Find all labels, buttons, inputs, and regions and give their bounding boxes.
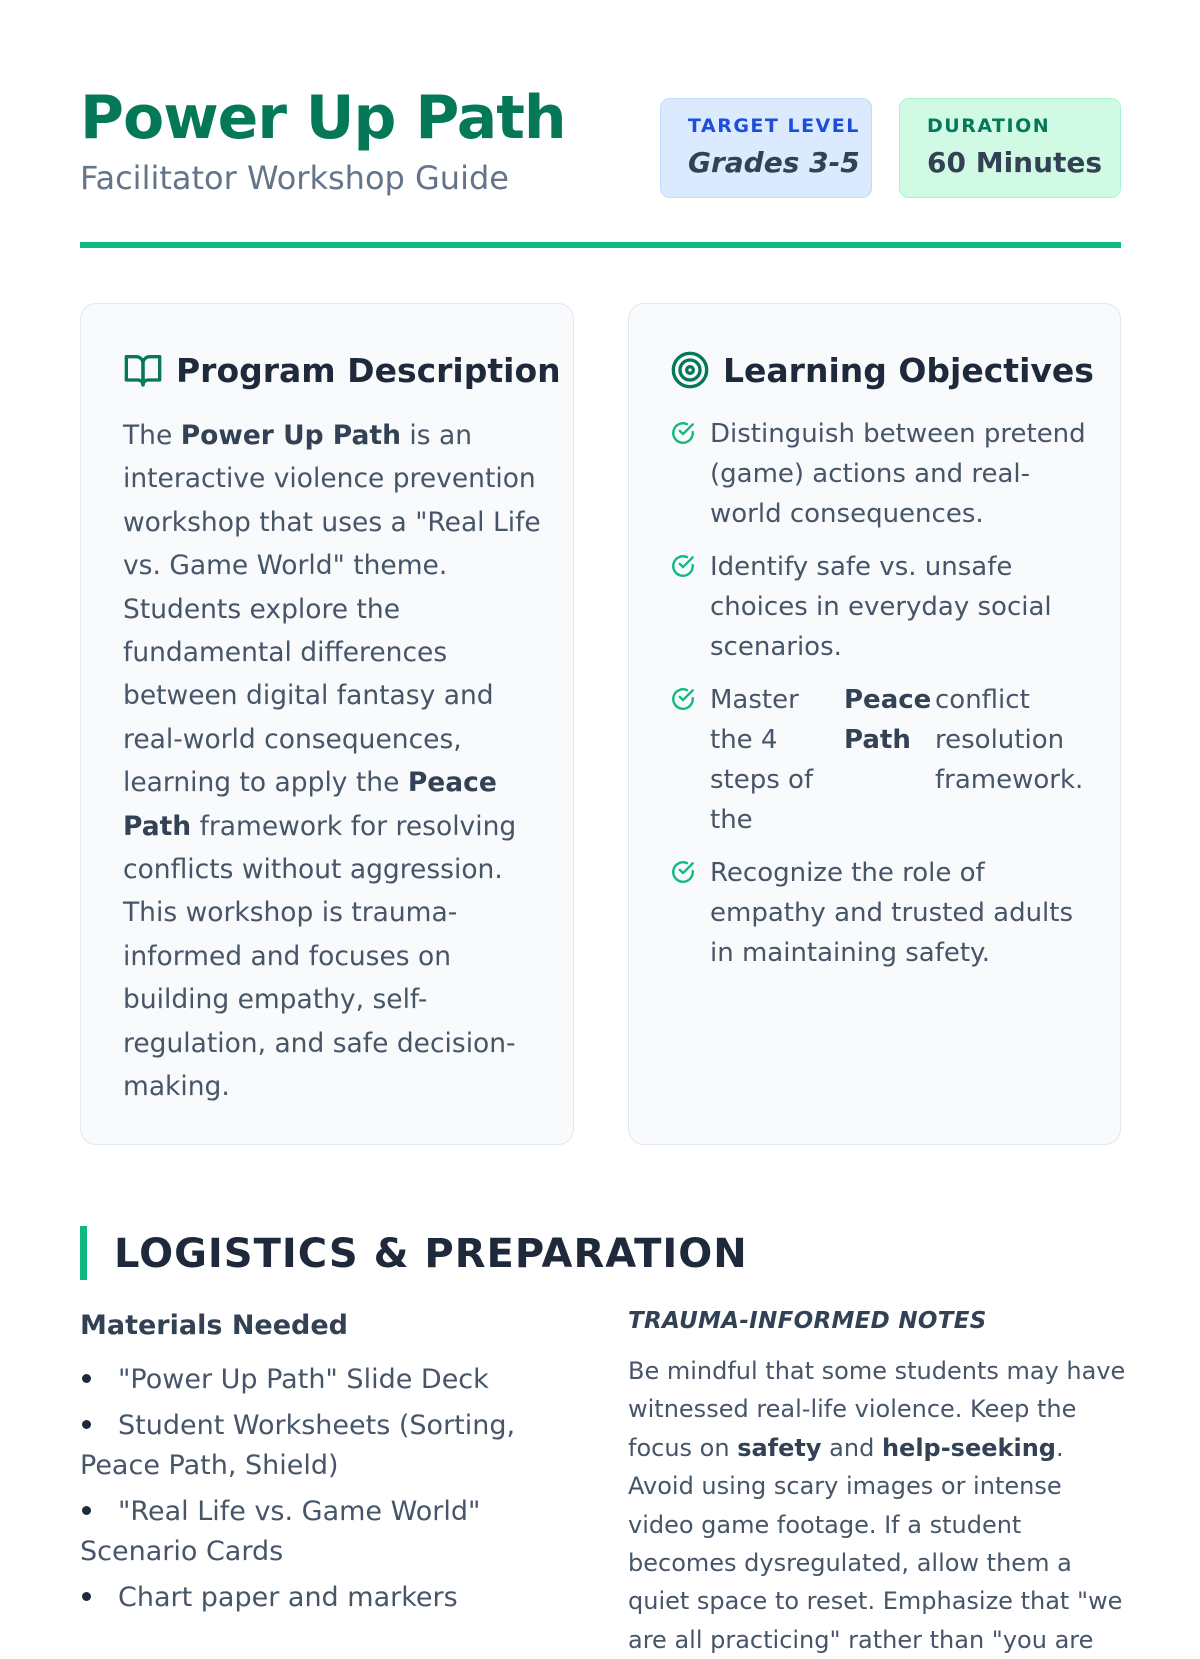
notes-bold-2: help-seeking bbox=[881, 1433, 1056, 1462]
objective-item bbox=[670, 853, 1090, 973]
check-circle-icon bbox=[670, 686, 696, 712]
list-item bbox=[80, 1578, 580, 1618]
objective-text bbox=[710, 680, 1090, 840]
program-description-title: Program Description bbox=[176, 350, 561, 390]
material-text: Student Worksheets (Sorting, Peace Path, Shield) bbox=[80, 1410, 516, 1481]
desc-text-3: framework for resolving conflicts without aggression. This workshop is trauma-informed and focuses on building empathy, self-regulation, and safe decision-making. bbox=[123, 810, 517, 1103]
trauma-notes-text bbox=[628, 1352, 1128, 1659]
list-item bbox=[80, 1360, 580, 1400]
bullet-icon bbox=[82, 1506, 91, 1515]
book-open-icon bbox=[123, 350, 163, 390]
objective-part-2: conflict resolution framework. bbox=[935, 685, 1084, 795]
material-text: Chart paper and markers bbox=[118, 1582, 458, 1613]
duration-badge bbox=[899, 98, 1121, 198]
notes-text-1: Be mindful that some students may have witnessed real-life violence. Keep the focus on bbox=[628, 1357, 1126, 1462]
target-level-value: Grades 3-5 bbox=[688, 146, 860, 179]
check-circle-icon bbox=[670, 420, 696, 446]
desc-bold-2: Peace Path bbox=[123, 767, 497, 842]
materials-list bbox=[80, 1360, 580, 1624]
program-description-text bbox=[123, 414, 543, 1109]
trauma-notes-heading: TRAUMA-INFORMED NOTES bbox=[628, 1308, 987, 1334]
material-text: "Real Life vs. Game World" Scenario Cards bbox=[80, 1496, 481, 1567]
learning-objectives-title: Learning Objectives bbox=[723, 350, 1094, 390]
list-item bbox=[80, 1492, 580, 1572]
target-level-badge bbox=[660, 98, 872, 198]
target-level-label: TARGET LEVEL bbox=[688, 115, 860, 137]
check-circle-icon bbox=[670, 553, 696, 579]
objective-text: Identify safe vs. unsafe choices in everyday social scenarios. bbox=[710, 552, 1052, 662]
page-title: Power Up Path bbox=[80, 83, 566, 153]
bullet-icon bbox=[82, 1420, 91, 1429]
duration-value: 60 Minutes bbox=[927, 146, 1103, 179]
program-description-heading bbox=[123, 346, 561, 394]
desc-text-2: is an interactive violence prevention workshop that uses a "Real Life vs. Game World" theme. Students explore the fundamental differences between digital fantasy and real-world consequences, learning to apply the bbox=[123, 420, 541, 799]
objective-item bbox=[670, 547, 1090, 667]
objective-item bbox=[670, 414, 1090, 534]
materials-heading: Materials Needed bbox=[80, 1310, 349, 1341]
section-accent-bar bbox=[80, 1226, 87, 1280]
bullet-icon bbox=[82, 1374, 91, 1383]
program-description-card bbox=[80, 303, 574, 1145]
notes-text-3: . Avoid using scary images or intense video game footage. If a student becomes dysregulated, allow them a quiet space to reset. Emphasize that "we are all practicing" rather than "you are bbox=[628, 1433, 1123, 1654]
objectives-list bbox=[670, 414, 1090, 986]
desc-bold-1: Power Up Path bbox=[180, 420, 401, 451]
page-subtitle: Facilitator Workshop Guide bbox=[80, 159, 509, 197]
notes-text-2: and bbox=[821, 1433, 882, 1462]
target-icon bbox=[670, 350, 710, 390]
objective-item bbox=[670, 680, 1090, 840]
objective-text: Distinguish between pretend (game) actions and real-world consequences. bbox=[710, 419, 1086, 529]
objective-part-1: Master the 4 steps of the bbox=[710, 685, 814, 835]
learning-objectives-card bbox=[628, 303, 1121, 1145]
header-divider bbox=[80, 242, 1121, 248]
objective-bold-term: Peace Path bbox=[844, 685, 932, 755]
list-item bbox=[80, 1406, 580, 1486]
material-text: "Power Up Path" Slide Deck bbox=[118, 1364, 489, 1395]
logistics-heading: LOGISTICS & PREPARATION bbox=[114, 1231, 748, 1277]
objective-text: Recognize the role of empathy and trusted adults in maintaining safety. bbox=[710, 858, 1074, 968]
notes-bold-1: safety bbox=[737, 1433, 822, 1462]
desc-text-1: The bbox=[123, 420, 181, 451]
learning-objectives-heading bbox=[670, 346, 1094, 394]
check-circle-icon bbox=[670, 859, 696, 885]
duration-label: DURATION bbox=[927, 115, 1051, 137]
